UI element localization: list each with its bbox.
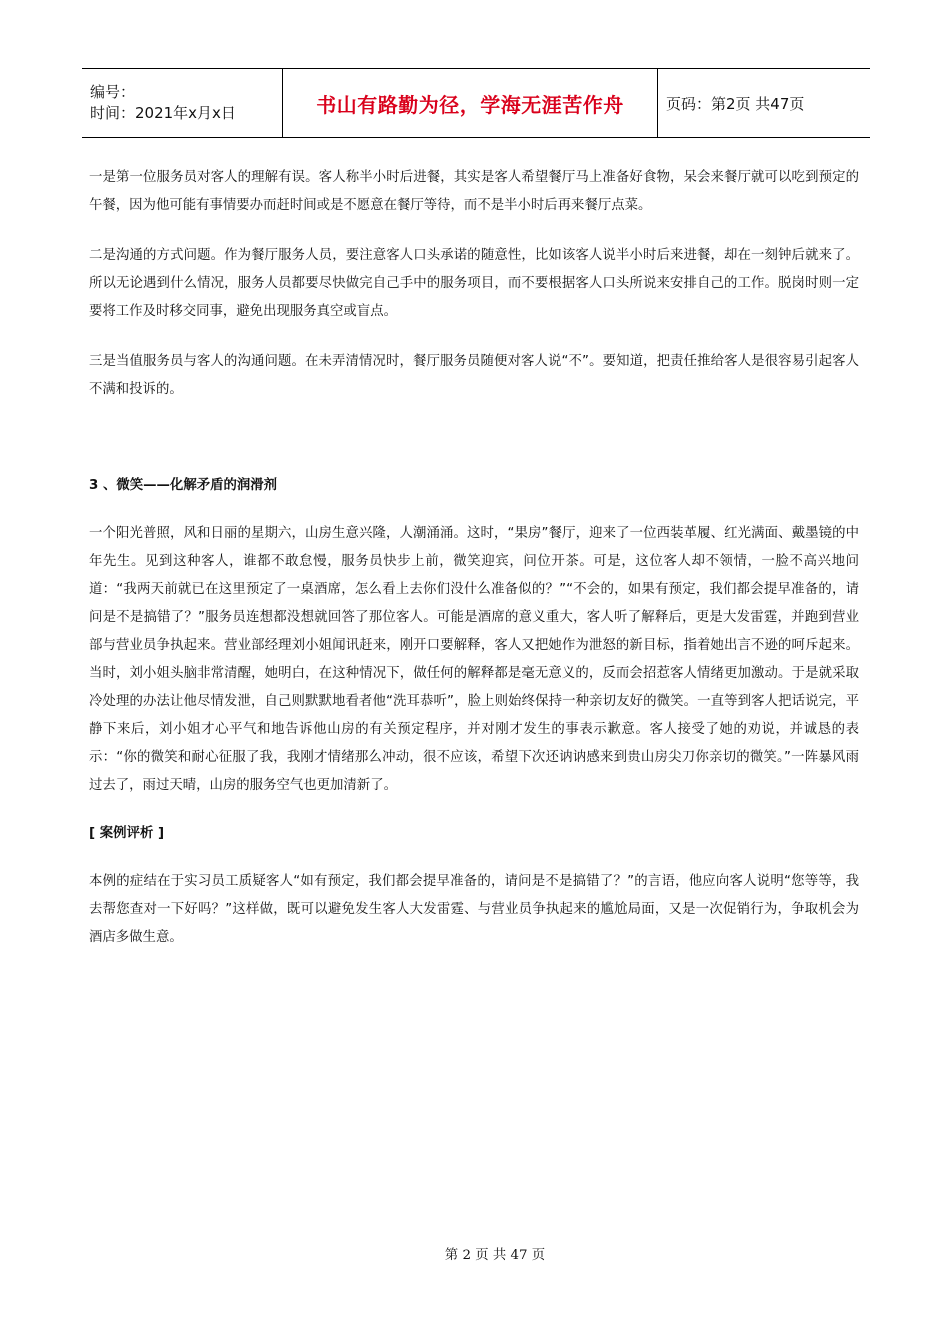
page-header <box>82 68 870 138</box>
document-body <box>89 164 859 952</box>
page-footer: 第 2 页 共 47 页 <box>444 1248 546 1263</box>
paragraph-review: 本例的症结在于实习员工质疑客人“如有预定，我们都会提早准备的，请问是不是搞错了？”的言语，他应向客人说明“您等等，我去帮您查对一下好吗？”这样做，既可以避免发生客人大发雷霆、与营业员争执起来的尴尬局面，又是一次促销行为，争取机会为酒店多做生意。 <box>89 874 859 945</box>
section-heading: 3 、微笑——化解矛盾的润滑剂 <box>89 478 278 493</box>
header-meta <box>82 69 282 137</box>
header-page-info <box>658 69 870 137</box>
document-number-label: 编号： <box>90 83 136 101</box>
page-number-label: 页码：第2页 共47页 <box>666 94 805 113</box>
paragraph-analysis-1: 一是第一位服务员对客人的理解有误。客人称半小时后进餐，其实是客人希望餐厅马上准备好食物，呆会来餐厅就可以吃到预定的午餐，因为他可能有事情要办而赶时间或是不愿意在餐厅等待，而不是半小时后再来餐厅点菜。 <box>89 170 859 213</box>
review-heading: [ 案例评析 ] <box>89 826 165 841</box>
paragraph-analysis-3: 三是当值服务员与客人的沟通问题。在未弄清情况时，餐厅服务员随便对客人说“不”。要知道，把责任推给客人是很容易引起客人不满和投诉的。 <box>89 354 859 397</box>
header-motto <box>282 69 658 137</box>
motto-text: 书山有路勤为径，学海无涯苦作舟 <box>316 92 624 117</box>
paragraph-analysis-2: 二是沟通的方式问题。作为餐厅服务人员，要注意客人口头承诺的随意性，比如该客人说半小时后来进餐，却在一刻钟后就来了。所以无论遇到什么情况，服务人员都要尽快做完自己手中的服务项目，而不要根据客人口头所说来安排自己的工作。脱岗时则一定要将工作及时移交同事，避免出现服务真空或盲点。 <box>89 248 859 319</box>
paragraph-story: 一个阳光普照，风和日丽的星期六，山房生意兴隆，人潮涌涌。这时，“果房”餐厅，迎来了一位西装革履、红光满面、戴墨镜的中年先生。见到这种客人，谁都不敢怠慢，服务员快步上前，微笑迎宾，问位开茶。可是，这位客人却不领情，一脸不高兴地问道：“我两天前就已在这里预定了一桌酒席，怎么看上去你们没什么准备似的？”“不会的，如果有预定，我们都会提早准备的，请问是不是搞错了？”服务员连想都没想就回答了那位客人。可能是酒席的意义重大，客人听了解释后，更是大发雷霆，并跑到营业部与营业员争执起来。营业部经理刘小姐闻讯赶来，刚开口要解释，客人又把她作为泄怒的新目标，指着她出言不逊的呵斥起来。当时，刘小姐头脑非常清醒，她明白，在这种情况下，做任何的解释都是毫无意义的，反而会招惹客人情绪更加激动。于是就采取冷处理的办法让他尽情发泄，自己则默默地看者他“洗耳恭听”，脸上则始终保持一种亲切友好的微笑。一直等到客人把话说完，平静下来后，刘小姐才心平气和地告诉他山房的有关预定程序，并对刚才发生的事表示歉意。客人接受了她的劝说，并诚恳的表示：“你的微笑和耐心征服了我，我刚才情绪那么冲动，很不应该，希望下次还讷讷感来到贵山房尖刀你亲切的微笑。”一阵暴风雨过去了，雨过天晴，山房的服务空气也更加清新了。 <box>89 526 859 793</box>
document-date-label: 时间：2021年x月x日 <box>90 104 236 122</box>
